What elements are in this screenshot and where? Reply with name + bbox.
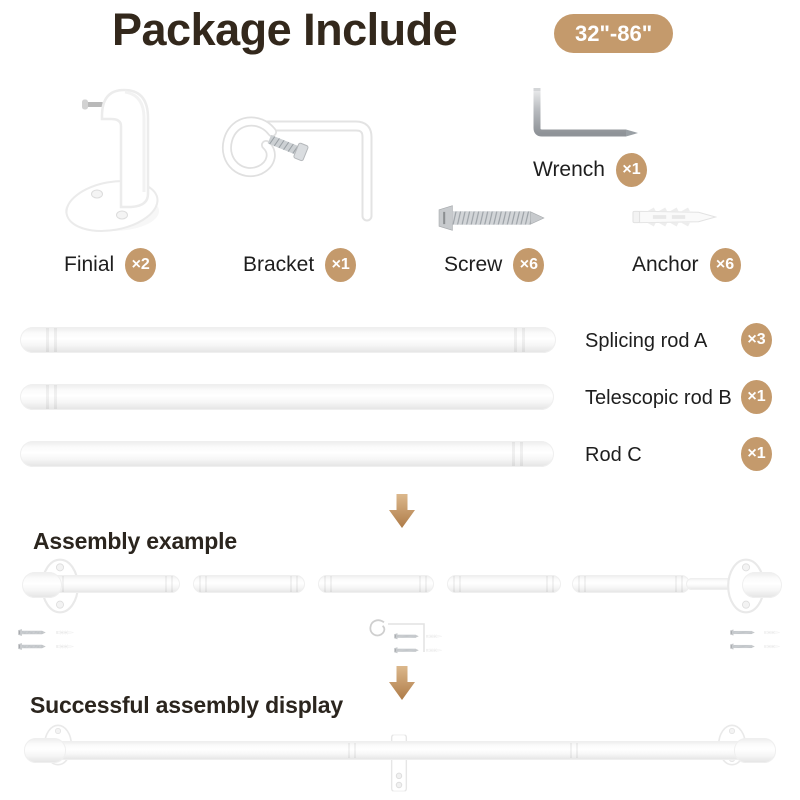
- part-qty-badge: ×6: [513, 248, 544, 282]
- wrench-caption: [533, 152, 647, 188]
- down-arrow-icon: [389, 494, 415, 528]
- part-qty-badge: ×1: [616, 153, 647, 187]
- screw-icon: [438, 204, 546, 232]
- assembly-rod-segment: [447, 575, 561, 593]
- part-label: Wrench: [533, 158, 605, 181]
- part-qty-badge: ×2: [125, 248, 156, 282]
- rod-label: Telescopic rod B: [585, 387, 732, 409]
- part-qty-badge: ×6: [710, 248, 741, 282]
- wrench-icon: [528, 88, 643, 140]
- assembly-rod-segment: [50, 575, 180, 593]
- screws-anchors-left: [18, 629, 90, 655]
- bracket-caption: [243, 247, 356, 283]
- finial-icon: [55, 82, 180, 234]
- part-label: Finial: [64, 253, 115, 276]
- finial-caption: [64, 247, 156, 283]
- anchor-caption: [632, 247, 741, 283]
- splicing-rod-a-image: [20, 327, 556, 353]
- assembly-display-heading: Successful assembly display: [30, 692, 343, 718]
- part-label: Anchor: [632, 253, 699, 276]
- assembly-rod-segment: [193, 575, 305, 593]
- assembly-rod-segment: [572, 575, 690, 593]
- finial-cap-right: [742, 572, 782, 598]
- page-title: Package Include: [112, 4, 458, 55]
- telescopic-rod-b-image: [20, 384, 554, 410]
- rod-joint-line: [570, 743, 580, 758]
- finial-cap-right: [734, 738, 776, 763]
- part-qty-badge: ×1: [325, 248, 356, 282]
- part-label: Screw: [444, 253, 503, 276]
- bracket-hardware-kit: [360, 616, 452, 658]
- screws-anchors-right: [730, 629, 794, 655]
- anchor-icon: [632, 202, 727, 232]
- assembly-rod-segment: [318, 575, 434, 593]
- rod-qty-badge: ×3: [741, 323, 772, 357]
- rod-label: Rod C: [585, 444, 642, 466]
- part-label: Bracket: [243, 253, 315, 276]
- assembly-example-heading: Assembly example: [33, 528, 237, 554]
- screw-caption: [444, 247, 544, 283]
- assembled-rod-image: [40, 741, 760, 760]
- finial-cap-left: [24, 738, 66, 763]
- bracket-icon: [210, 110, 385, 222]
- rod-qty-badge: ×1: [741, 380, 772, 414]
- rod-label: Splicing rod A: [585, 330, 708, 352]
- rod-c-image: [20, 441, 554, 467]
- rod-joint-line: [348, 743, 358, 758]
- size-range-badge: 32"-86": [554, 14, 673, 53]
- finial-cap-left: [22, 572, 62, 598]
- down-arrow-icon: [389, 666, 415, 700]
- rod-qty-badge: ×1: [741, 437, 772, 471]
